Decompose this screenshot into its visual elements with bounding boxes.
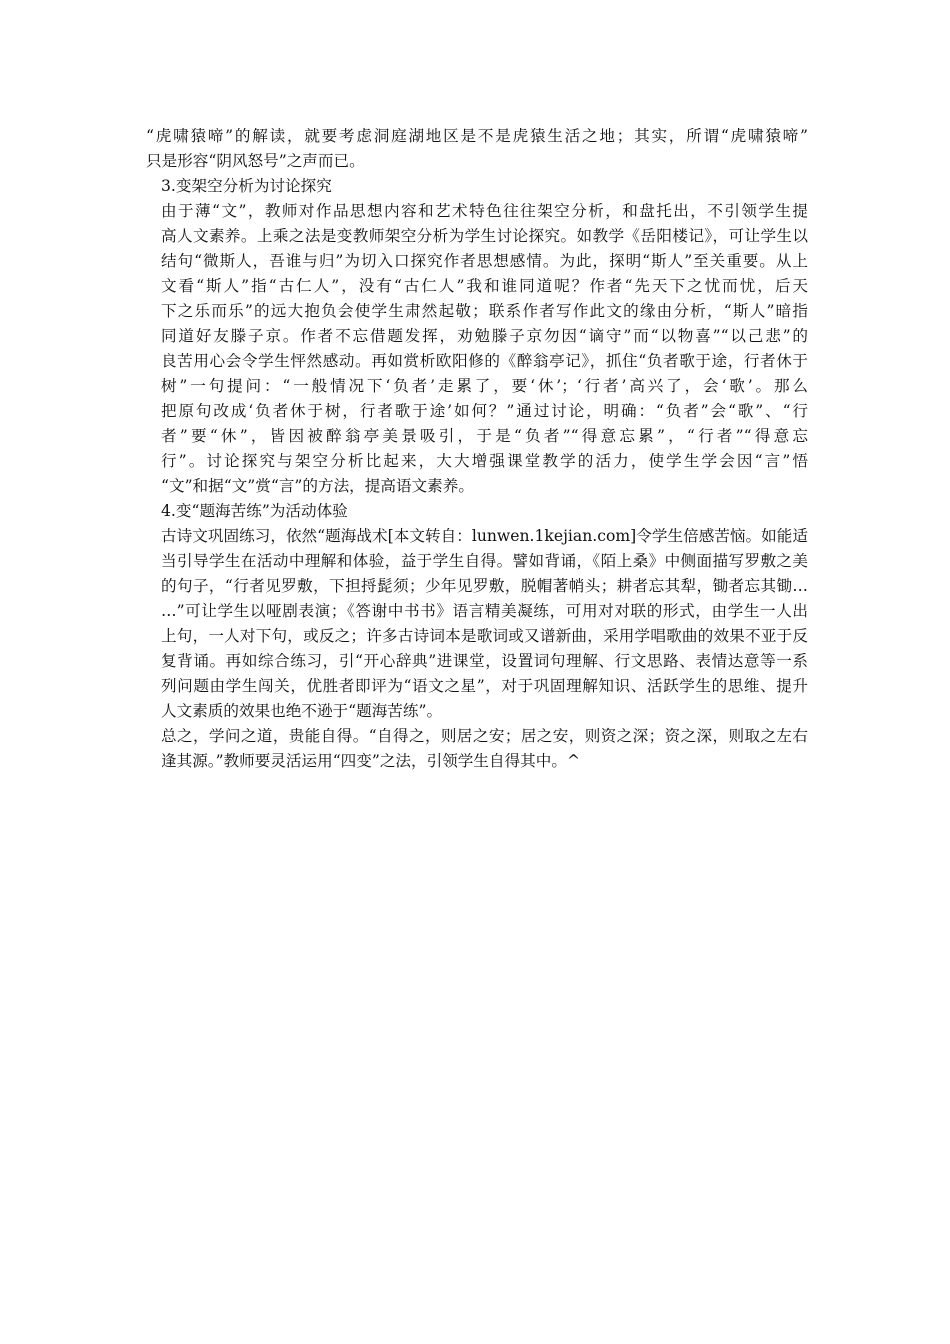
section-heading-4	[146, 499, 808, 524]
text-line: 列问题由学生闯关，优胜者即评为“语文之星”，对于巩固理解知识、活跃学生的思维、提升	[161, 677, 808, 695]
text-line: 由于薄“文”，教师对作品思想内容和艺术特色往往架空分析，和盘托出，不引领学生提	[161, 202, 808, 220]
text-line: 逢其源。”教师要灵活运用“四变”之法，引领学生自得其中。^	[161, 752, 581, 770]
text-line: 复背诵。再如综合练习，引“开心辞典”进课堂，设置词句理解、行文思路、表情达意等一系	[161, 652, 808, 670]
text-line: 行”。讨论探究与架空分析比起来，大大增强课堂教学的活力，使学生学会因“言”悟	[161, 452, 808, 470]
text-line: 者”要“休”，皆因被醉翁亭美景吸引，于是“负者”“得意忘累”，“行者”“得意忘	[161, 427, 808, 445]
text-line: 人文素质的效果也绝不逊于“题海苦练”。	[161, 702, 443, 720]
text-line: “虎啸猿啼”的解读，就要考虑洞庭湖地区是不是虎猿生活之地；其实，所谓“虎啸猿啼”	[146, 127, 808, 145]
paragraph-conclusion	[146, 724, 808, 774]
text-line: 同道好友滕子京。作者不忘借题发挥，劝勉滕子京勿因“谪守”而“以物喜”“以己悲”的	[161, 327, 808, 345]
text-line: 当引导学生在活动中理解和体验，益于学生自得。譬如背诵，《陌上桑》中侧面描写罗敷之美	[161, 552, 808, 570]
heading-text: 4.变“题海苦练”为活动体验	[161, 502, 348, 520]
text-line: 结句“微斯人，吾谁与归”为切入口探究作者思想感情。为此，探明“斯人”至关重要。从上	[161, 252, 808, 270]
text-line: 下之乐而乐”的远大抱负会使学生肃然起敬；联系作者写作此文的缘由分析，“斯人”暗指	[161, 302, 808, 320]
paragraph-activity	[146, 524, 808, 724]
text-line: 的句子，“行者见罗敷，下担捋髭须；少年见罗敷，脱帽著帩头；耕者忘其犁，锄者忘其锄…	[161, 577, 808, 595]
paragraph-discussion	[146, 199, 808, 499]
text-line: 高人文素养。上乘之法是变教师架空分析为学生讨论探究。如教学《岳阳楼记》，可让学生以	[161, 227, 808, 245]
text-line: 树”一句提问：“一般情况下‘负者’走累了，要‘休’；‘行者’高兴了，会‘歌’。那么	[161, 377, 808, 395]
text-line: 良苦用心会令学生怦然感动。再如赏析欧阳修的《醉翁亭记》，抓住“负者歌于途，行者休于	[161, 352, 808, 370]
paragraph-continuation	[146, 124, 808, 174]
text-line: 把原句改成‘负者休于树，行者歌于途’如何？”通过讨论，明确：“负者”会“歌”、“行	[161, 402, 808, 420]
text-line: …”可让学生以哑剧表演；《答谢中书书》语言精美凝练，可用对对联的形式，由学生一人出	[161, 602, 808, 620]
text-line: 文看“斯人”指“古仁人”，没有“古仁人”我和谁同道呢？作者“先天下之忧而忧，后天	[161, 277, 808, 295]
heading-text: 3.变架空分析为讨论探究	[161, 177, 332, 195]
text-line: 只是形容“阴风怒号”之声而已。	[146, 152, 365, 170]
section-heading-3	[146, 174, 808, 199]
document-body	[146, 124, 808, 774]
text-line: 总之，学问之道，贵能自得。“自得之，则居之安；居之安，则资之深；资之深，则取之左右	[161, 727, 808, 745]
text-line: 上句，一人对下句，或反之；许多古诗词本是歌词或又谱新曲，采用学唱歌曲的效果不亚于反	[161, 627, 808, 645]
text-line: 古诗文巩固练习，依然“题海战术[本文转自：lunwen.1kejian.com]令学生倍感苦恼。如能适	[161, 527, 808, 545]
text-line: “文”和据“文”赏“言”的方法，提高语文素养。	[161, 477, 474, 495]
